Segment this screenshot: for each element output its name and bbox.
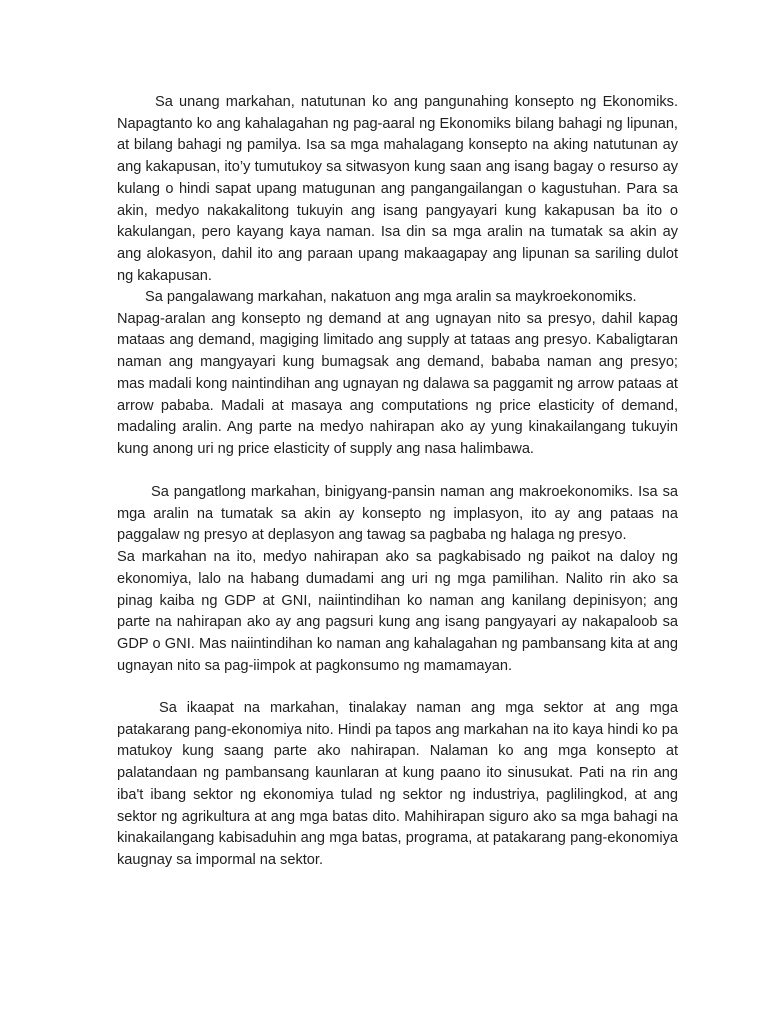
paragraph-third-quarter [117, 482, 678, 677]
paragraph-text: Sa pangatlong markahan, binigyang-pansin naman ang makroekonomiks. Isa sa mga aralin na tumatak sa akin ay konsepto ng implasyon, ito ay ang pataas na paggalaw ng presyo at deplasyon ang tawag sa pagbaba ng halaga ng presyo. [117, 484, 678, 544]
paragraph-first-quarter [117, 92, 678, 287]
paragraph-text: Sa unang markahan, natutunan ko ang pangunahing konsepto ng Ekonomiks. Napagtanto ko ang kahalagahan ng pag-aaral ng Ekonomiks bilang bahagi ng lipunan, at bilang bahagi ng pamilya. Isa sa mga mahalagang konsepto na aking natutunan ay ang kakapusan, ito’y tumutukoy sa sitwasyon kung saan ang isang bagay o resurso ay kulang o hindi sapat upang matugunan ang pangangailangan o kagustuhan. Para sa akin, medyo nakakalitong tukuyin ang isang pangyayari kung kakapusan ba ito o kakulangan, pero kayang kaya naman. Isa din sa mga aralin na tumatak sa akin ay ang alokasyon, dahil ito ang paraan upang makaagapay ang lipunan sa sariling dulot ng kakapusan. [117, 94, 678, 284]
paragraph-text: Sa ikaapat na markahan, tinalakay naman ang mga sektor at ang mga patakarang pang-ekonomiya nito. Hindi pa tapos ang markahan na ito kaya hindi ko pa matukoy kung saang parte ako nahirapan. Nalaman ko ang mga konsepto at palatandaan ng pambansang kaunlaran at kung paano ito sinusukat. Pati na rin ang iba't ibang sektor ng ekonomiya tulad ng sektor ng industriya, paglilingkod, at ang sektor ng agrikultura at ang mga batas dito. Mahihirapan siguro ako sa mga bahagi na kinakailangang kabisaduhin ang mga batas, programa, at patakarang pang-ekonomiya kaugnay sa impormal na sektor. [117, 700, 678, 868]
paragraph-fourth-quarter [117, 698, 678, 872]
paragraph-second-quarter [117, 287, 678, 461]
paragraph-text: Sa pangalawang markahan, nakatuon ang mga aralin sa maykroekonomiks. [145, 289, 637, 305]
paragraph-text: Sa markahan na ito, medyo nahirapan ako sa pagkabisado ng paikot na daloy ng ekonomiya, lalo na habang dumadami ang uri ng mga pamilihan. Nalito rin ako sa pinag kaiba ng GDP at GNI, naiintindihan ko naman ang kanilang depinisyon; ang parte na nahirapan ako ay ang pagsuri kung ang isang pangyayari ay nakapaloob sa GDP o GNI. Mas naiintindihan ko naman ang kahalagahan ng pambansang kita at ang ugnayan nito sa pag-iimpok at pagkonsumo ng mamamayan. [117, 549, 678, 674]
paragraph-text: Napag-aralan ang konsepto ng demand at ang ugnayan nito sa presyo, dahil kapag mataas ang demand, magiging limitado ang supply at tataas ang presyo. Kabaligtaran naman ang mangyayari kung bumagsak ang demand, bababa naman ang presyo; mas madali kong naintindihan ang ugnayan ng dalawa sa paggamit ng arrow pataas at arrow pababa. Madali at masaya ang computations ng price elasticity of demand, madaling aralin. Ang parte na medyo nahirapan ako ay yung kinakailangang tukuyin kung anong uri ng price elasticity of supply ang nasa halimbawa. [117, 310, 678, 457]
